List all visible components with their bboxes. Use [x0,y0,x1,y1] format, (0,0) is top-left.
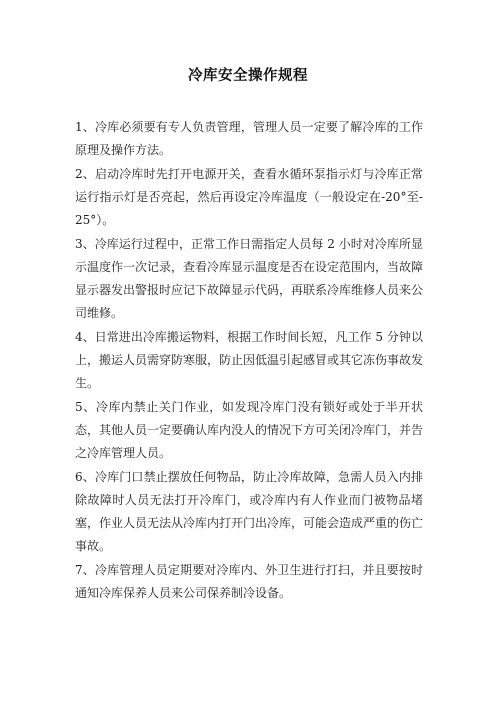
paragraph-7: 7、冷库管理人员定期要对冷库内、外卫生进行打扫，并且要按时通知冷库保养人员来公司保养制冷设备。 [75,563,423,600]
paragraph-2: 2、启动冷库时先打开电源开关，查看水循环泵指示灯与冷库正常运行指示灯是否亮起，然后再设定冷库温度（一般设定在-20°至-25°）。 [75,167,423,227]
paragraph-4: 4、日常进出冷库搬运物料，根据工作时间长短，凡工作 5 分钟以上，搬运人员需穿防寒服，防止因低温引起感冒或其它冻伤事故发生。 [75,330,424,390]
paragraph-1: 1、冷库必须要有专人负责管理，管理人员一定要了解冷库的工作原理及操作方法。 [75,120,423,157]
paragraph-5: 5、冷库内禁止关门作业，如发现冷库门没有锁好或处于半开状态，其他人员一定要确认库内没人的情况下方可关闭冷库门，并告之冷库管理人员。 [75,400,424,460]
paragraph-6: 6、冷库门口禁止摆放任何物品，防止冷库故障，急需人员入内排除故障时人员无法打开冷库门，或冷库内有人作业而门被物品堵塞，作业人员无法从冷库内打开门出冷库，可能会造成严重的伤亡事故。 [75,470,424,553]
document-body [75,116,423,606]
paragraph-3: 3、冷库运行过程中，正常工作日需指定人员每 2 小时对冷库所显示温度作一次记录，查看冷库显示温度是否在设定范围内，当故障显示器发出警报时应记下故障显示代码，再联系冷库维修人员来公司维修。 [75,237,424,320]
document-title: 冷库安全操作规程 [188,68,308,84]
